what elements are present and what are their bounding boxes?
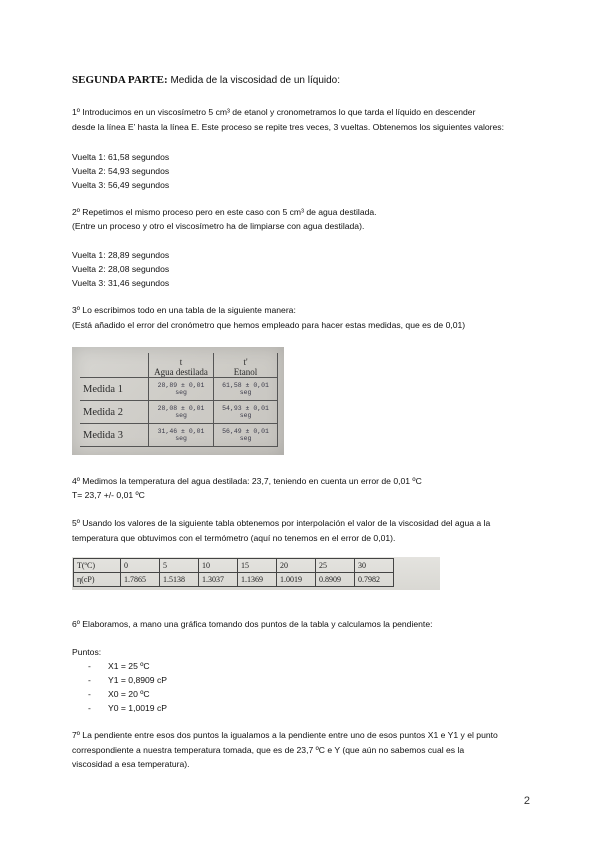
list-item: - Y0 = 1,0019 cP xyxy=(88,703,168,713)
header-agua-symbol: t xyxy=(179,357,183,367)
page-number: 2 xyxy=(523,795,530,807)
temp-cell: 10 xyxy=(199,559,238,573)
temp-cell: 15 xyxy=(238,559,277,573)
temp-cell: 30 xyxy=(355,559,394,573)
header-etanol-label: Etanol xyxy=(233,367,258,377)
temp-row-label: T(ºC) xyxy=(74,559,121,573)
temp-cell: 20 xyxy=(277,559,316,573)
punto-y1: Y1 = 0,8909 cP xyxy=(108,675,168,685)
times-table xyxy=(80,353,278,447)
row-label: Medida 3 xyxy=(80,424,149,447)
punto-x1: X1 = 25 ºC xyxy=(108,661,150,671)
step5-line1: 5º Usando los valores de la siguiente tabla obtenemos por interpolación el valor de la viscosidad del agua a la xyxy=(72,518,491,528)
list-item: - X0 = 20 ºC xyxy=(88,689,150,699)
header-etanol xyxy=(214,353,278,378)
table-row xyxy=(74,559,394,573)
table-row xyxy=(80,378,278,401)
viscosity-table-photo xyxy=(72,557,440,590)
step1-line1: 1º Introducimos en un viscosímetro 5 cm³ de etanol y cronometramos lo que tarda el líquido en descender xyxy=(72,107,476,117)
row-label: Medida 2 xyxy=(80,401,149,424)
step4-line1: 4º Medimos la temperatura del agua destilada: 23,7, teniendo en cuenta un error de 0,01 ºC xyxy=(72,476,422,486)
handwritten-times-table-photo xyxy=(72,347,284,455)
step2-vuelta-1: Vuelta 1: 28,89 segundos xyxy=(72,250,170,260)
table-row xyxy=(80,424,278,447)
step2-vuelta-3: Vuelta 3: 31,46 segundos xyxy=(72,278,170,288)
step7-line3: viscosidad a esa temperatura). xyxy=(72,759,190,769)
header-agua xyxy=(149,353,214,378)
viscosity-table xyxy=(73,558,394,587)
step3-line1: 3º Lo escribimos todo en una tabla de la siguiente manera: xyxy=(72,305,296,315)
header-agua-label: Agua destilada xyxy=(154,367,208,377)
temp-cell: 5 xyxy=(160,559,199,573)
section-title: SEGUNDA PARTE: xyxy=(72,74,168,86)
step2-line2: (Entre un proceso y otro el viscosímetro ha de limpiarse con agua destilada). xyxy=(72,221,365,231)
temp-cell: 0 xyxy=(121,559,160,573)
section-subtitle: Medida de la viscosidad de un líquido: xyxy=(170,75,341,86)
step1-line2: desde la línea E’ hasta la línea E. Este proceso se repite tres veces, 3 vueltas. Obtenemos los siguientes valores: xyxy=(72,122,504,132)
viscosity-cell: 0.8909 xyxy=(316,573,355,587)
cell-agua: 28,89 ± 0,01 seg xyxy=(149,378,214,401)
step1-vuelta-1: Vuelta 1: 61,58 segundos xyxy=(72,152,170,162)
cell-agua: 31,46 ± 0,01 seg xyxy=(149,424,214,447)
cell-agua: 28,08 ± 0,01 seg xyxy=(149,401,214,424)
puntos-list xyxy=(88,659,167,715)
viscosity-cell: 1.7865 xyxy=(121,573,160,587)
cell-etanol: 61,58 ± 0,01 seg xyxy=(214,378,278,401)
punto-y0: Y0 = 1,0019 cP xyxy=(108,703,168,713)
step2-line1: 2º Repetimos el mismo proceso pero en este caso con 5 cm³ de agua destilada. xyxy=(72,207,377,217)
table-row xyxy=(74,573,394,587)
step4-line2: T= 23,7 +/- 0,01 ºC xyxy=(72,490,145,500)
table-row xyxy=(80,401,278,424)
step1-vuelta-3: Vuelta 3: 56,49 segundos xyxy=(72,180,170,190)
step5-line2: temperatura que obtuvimos con el termómetro (aquí no tenemos en el error de 0,01). xyxy=(72,533,396,543)
list-item: - X1 = 25 ºC xyxy=(88,661,150,671)
viscosity-cell: 0.7982 xyxy=(355,573,394,587)
puntos-label: Puntos: xyxy=(72,647,102,657)
list-item: - Y1 = 0,8909 cP xyxy=(88,675,168,685)
section-heading xyxy=(72,74,340,86)
viscosity-cell: 1.1369 xyxy=(238,573,277,587)
cell-etanol: 54,93 ± 0,01 seg xyxy=(214,401,278,424)
viscosity-cell: 1.0019 xyxy=(277,573,316,587)
header-etanol-symbol: t' xyxy=(243,357,248,367)
step1-vuelta-2: Vuelta 2: 54,93 segundos xyxy=(72,166,170,176)
step7-line2: correspondiente a nuestra temperatura tomada, que es de 23,7 ºC e Y (que aún no sabemos cual es la xyxy=(72,745,465,755)
step2-vuelta-2: Vuelta 2: 28,08 segundos xyxy=(72,264,170,274)
step3-line2: (Está añadido el error del cronómetro que hemos empleado para hacer estas medidas, que es de 0,01) xyxy=(72,320,466,330)
viscosity-row-label: η(cP) xyxy=(74,573,121,587)
viscosity-cell: 1.3037 xyxy=(199,573,238,587)
step7-line1: 7º La pendiente entre esos dos puntos la igualamos a la pendiente entre uno de esos puntos X1 e Y1 y el punto xyxy=(72,730,498,740)
row-label: Medida 1 xyxy=(80,378,149,401)
step6-line1: 6º Elaboramos, a mano una gráfica tomando dos puntos de la tabla y calculamos la pendiente: xyxy=(72,619,433,629)
viscosity-cell: 1.5138 xyxy=(160,573,199,587)
temp-cell: 25 xyxy=(316,559,355,573)
punto-x0: X0 = 20 ºC xyxy=(108,689,150,699)
cell-etanol: 56,49 ± 0,01 seg xyxy=(214,424,278,447)
